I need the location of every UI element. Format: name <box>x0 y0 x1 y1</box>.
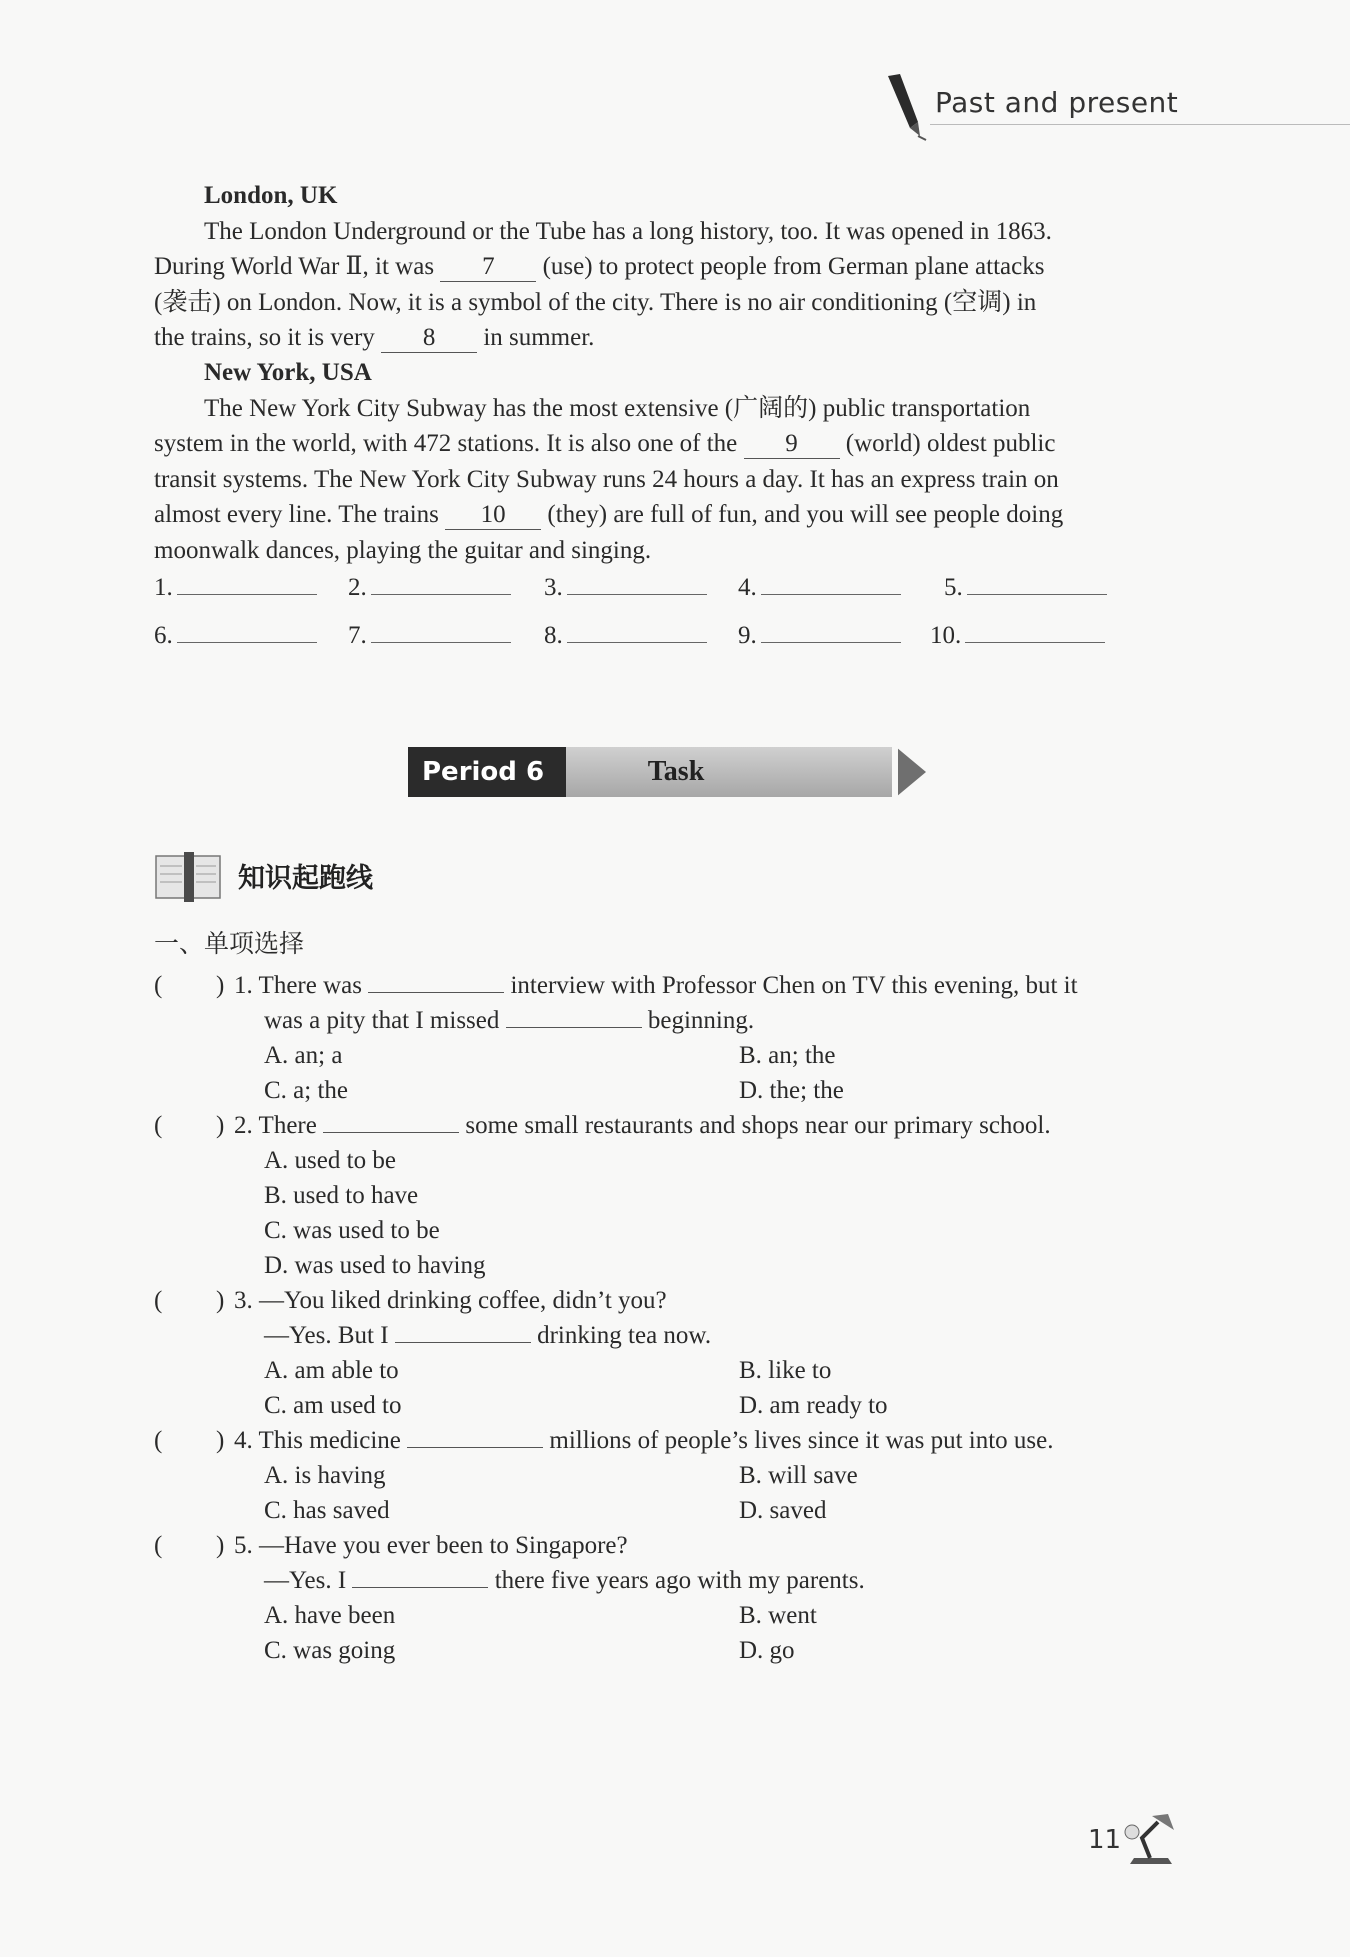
q3-row-2 <box>154 1318 1184 1353</box>
q2-options-2 <box>154 1178 1184 1213</box>
header-rule <box>930 124 1350 125</box>
question-1 <box>154 968 1184 1108</box>
q3-stem: 3. —You liked drinking coffee, didn’t you? <box>234 1287 667 1314</box>
answer-1-line[interactable] <box>177 568 317 595</box>
q4-blank[interactable] <box>407 1447 543 1448</box>
q1-option-c[interactable]: C. a; the <box>264 1077 349 1104</box>
answer-9[interactable] <box>738 616 901 650</box>
q3-option-c[interactable]: C. am used to <box>264 1392 402 1419</box>
london-line-2b: (use) to protect people from German plane attacks <box>542 253 1045 280</box>
newyork-line-2b: (world) oldest public <box>845 430 1056 457</box>
q1-option-a[interactable]: A. an; a <box>264 1042 343 1069</box>
london-line-4b: in summer. <box>483 324 595 351</box>
q3-options-1 <box>154 1353 1184 1388</box>
newyork-line-3: transit systems. The New York City Subway runs 24 hours a day. It has an express train on <box>154 465 1059 493</box>
answer-10-line[interactable] <box>965 616 1105 643</box>
newyork-line-4a: almost every line. The trains <box>154 501 439 528</box>
q5-row-2 <box>154 1563 1184 1598</box>
q3-options-2 <box>154 1388 1184 1423</box>
newyork-line-2 <box>154 426 1184 462</box>
answer-3-line[interactable] <box>567 568 707 595</box>
london-heading: London, UK <box>204 182 338 209</box>
header-title: Past and present <box>935 86 1179 119</box>
answer-1-num: 1. <box>154 574 173 601</box>
q5-row-1 <box>154 1528 1184 1563</box>
q4-row-1 <box>154 1423 1184 1458</box>
blank-10[interactable]: 10 <box>445 501 541 530</box>
answer-1[interactable] <box>154 568 317 602</box>
q2-options-4 <box>154 1248 1184 1283</box>
q2-option-d[interactable]: D. was used to having <box>264 1252 486 1279</box>
answer-10[interactable] <box>930 616 1105 650</box>
q1-text-d: beginning. <box>647 1007 755 1034</box>
london-line-4a: the trains, so it is very <box>154 324 375 351</box>
q3-continuation <box>264 1318 711 1353</box>
answer-6-line[interactable] <box>177 616 317 643</box>
q2-option-a[interactable]: A. used to be <box>264 1147 396 1174</box>
answer-8-line[interactable] <box>567 616 707 643</box>
q2-text-b: some small restaurants and shops near our primary school. <box>465 1112 1051 1139</box>
q3-answer-paren-open[interactable]: ( <box>154 1287 163 1314</box>
q1-stem <box>234 968 1078 1003</box>
q1-row-2 <box>154 1003 1184 1038</box>
question-4 <box>154 1423 1184 1528</box>
q1-text-b: interview with Professor Chen on TV this evening, but it <box>510 972 1078 999</box>
london-line-1: The London Underground or the Tube has a long history, too. It was opened in 1863. <box>204 217 1052 245</box>
period-banner <box>408 747 928 797</box>
q3-option-a[interactable]: A. am able to <box>264 1357 399 1384</box>
q4-stem <box>234 1423 1054 1458</box>
arrow-right-icon <box>896 747 926 797</box>
q4-option-c[interactable]: C. has saved <box>264 1497 390 1524</box>
answer-10-num: 10. <box>930 622 962 649</box>
answer-3-num: 3. <box>544 574 563 601</box>
answer-9-line[interactable] <box>761 616 901 643</box>
answer-8-num: 8. <box>544 622 563 649</box>
london-line-2 <box>154 249 1184 285</box>
q3-row-1 <box>154 1283 1184 1318</box>
question-2 <box>154 1108 1184 1283</box>
newyork-line-4 <box>154 497 1184 533</box>
passage-newyork <box>154 355 1184 568</box>
q1-option-b[interactable]: B. an; the <box>739 1042 836 1069</box>
q4-text-b: millions of people’s lives since it was put into use. <box>549 1427 1054 1454</box>
newyork-line-5: moonwalk dances, playing the guitar and singing. <box>154 536 652 564</box>
q4-text-a: 4. This medicine <box>234 1427 401 1454</box>
answer-4-num: 4. <box>738 574 757 601</box>
q4-option-b[interactable]: B. will save <box>739 1462 858 1489</box>
q2-text-a: 2. There <box>234 1112 317 1139</box>
answer-9-num: 9. <box>738 622 757 649</box>
q1-option-d[interactable]: D. the; the <box>739 1077 844 1104</box>
book-icon <box>154 850 224 905</box>
newyork-line-1: The New York City Subway has the most extensive (广阔的) public transportation <box>204 394 1031 422</box>
answer-5-num: 5. <box>944 574 963 601</box>
q4-options-2 <box>154 1493 1184 1528</box>
desk-lamp-icon <box>1122 1810 1182 1870</box>
q1-text-a: 1. There was <box>234 972 362 999</box>
q4-options-1 <box>154 1458 1184 1493</box>
part-title: 一、单项选择 <box>154 929 305 958</box>
pen-icon <box>880 72 930 142</box>
q4-answer-paren-close[interactable]: ) <box>216 1427 225 1454</box>
q2-row-1 <box>154 1108 1184 1143</box>
q5-option-c[interactable]: C. was going <box>264 1637 396 1664</box>
q2-options-1 <box>154 1143 1184 1178</box>
q5-options-2 <box>154 1633 1184 1668</box>
q5-answer-paren-open[interactable]: ( <box>154 1532 163 1559</box>
answer-7-line[interactable] <box>371 616 511 643</box>
newyork-heading: New York, USA <box>204 359 372 386</box>
q5-answer-paren-close[interactable]: ) <box>216 1532 225 1559</box>
q2-options-3 <box>154 1213 1184 1248</box>
q5-text-c: —Yes. I <box>264 1567 347 1594</box>
answer-7-num: 7. <box>348 622 367 649</box>
q4-option-d[interactable]: D. saved <box>739 1497 827 1524</box>
answer-4[interactable] <box>738 568 901 602</box>
newyork-line-4b: (they) are full of fun, and you will see people doing <box>547 501 1064 528</box>
blank-9[interactable]: 9 <box>744 430 840 459</box>
q5-stem: 5. —Have you ever been to Singapore? <box>234 1532 628 1559</box>
answer-7[interactable] <box>348 616 511 650</box>
q5-continuation <box>264 1563 865 1598</box>
q1-blank-1[interactable] <box>368 992 504 993</box>
q3-option-b[interactable]: B. like to <box>739 1357 832 1384</box>
q1-row-1 <box>154 968 1184 1003</box>
q4-answer-paren-open[interactable]: ( <box>154 1427 163 1454</box>
q2-blank[interactable] <box>323 1132 459 1133</box>
q5-text-d: there five years ago with my parents. <box>494 1567 865 1594</box>
answer-6-num: 6. <box>154 622 173 649</box>
q5-blank[interactable] <box>352 1587 488 1588</box>
blank-8[interactable]: 8 <box>381 324 477 353</box>
newyork-line-2a: system in the world, with 472 stations. It is also one of the <box>154 430 738 457</box>
q4-option-a[interactable]: A. is having <box>264 1462 386 1489</box>
question-5 <box>154 1528 1184 1668</box>
q1-options-2 <box>154 1073 1184 1108</box>
answer-5[interactable] <box>944 568 1107 602</box>
q3-answer-paren-close[interactable]: ) <box>216 1287 225 1314</box>
q1-options-1 <box>154 1038 1184 1073</box>
answer-8[interactable] <box>544 616 707 650</box>
q1-answer-paren-open[interactable]: ( <box>154 972 163 999</box>
passage-london <box>154 178 1184 356</box>
answer-6[interactable] <box>154 616 317 650</box>
answer-2-num: 2. <box>348 574 367 601</box>
section-title: 知识起跑线 <box>238 863 373 894</box>
q2-option-c[interactable]: C. was used to be <box>264 1217 440 1244</box>
q5-options-1 <box>154 1598 1184 1633</box>
q2-answer-paren-close[interactable]: ) <box>216 1112 225 1139</box>
q1-text-c: was a pity that I missed <box>264 1007 500 1034</box>
blank-7[interactable]: 7 <box>440 253 536 282</box>
answer-4-line[interactable] <box>761 568 901 595</box>
task-label: Task <box>566 747 896 797</box>
q3-blank[interactable] <box>395 1342 531 1343</box>
period-label: Period 6 <box>408 747 566 797</box>
q1-blank-2[interactable] <box>506 1027 642 1028</box>
london-line-3: (袭击) on London. Now, it is a symbol of the city. There is no air conditioning (空调) in <box>154 288 1037 316</box>
london-line-4 <box>154 320 1184 356</box>
page-header <box>880 72 1350 132</box>
q5-option-b[interactable]: B. went <box>739 1602 817 1629</box>
q3-option-d[interactable]: D. am ready to <box>739 1392 888 1419</box>
answer-row-2 <box>154 616 1154 652</box>
q5-option-a[interactable]: A. have been <box>264 1602 396 1629</box>
answer-row-1 <box>154 568 1154 604</box>
london-line-2a: During World War Ⅱ, it was <box>154 253 435 280</box>
q3-text-c: —Yes. But I <box>264 1322 389 1349</box>
q1-answer-paren-close[interactable]: ) <box>216 972 225 999</box>
q5-option-d[interactable]: D. go <box>739 1637 795 1664</box>
answer-3[interactable] <box>544 568 707 602</box>
page-number: 11 <box>1088 1825 1122 1855</box>
question-3 <box>154 1283 1184 1423</box>
q2-option-b[interactable]: B. used to have <box>264 1182 419 1209</box>
q1-continuation <box>264 1003 754 1038</box>
banner-gap <box>892 747 898 797</box>
q2-answer-paren-open[interactable]: ( <box>154 1112 163 1139</box>
answer-2-line[interactable] <box>371 568 511 595</box>
answer-2[interactable] <box>348 568 511 602</box>
answer-5-line[interactable] <box>967 568 1107 595</box>
q3-text-d: drinking tea now. <box>537 1322 712 1349</box>
q2-stem <box>234 1108 1051 1143</box>
